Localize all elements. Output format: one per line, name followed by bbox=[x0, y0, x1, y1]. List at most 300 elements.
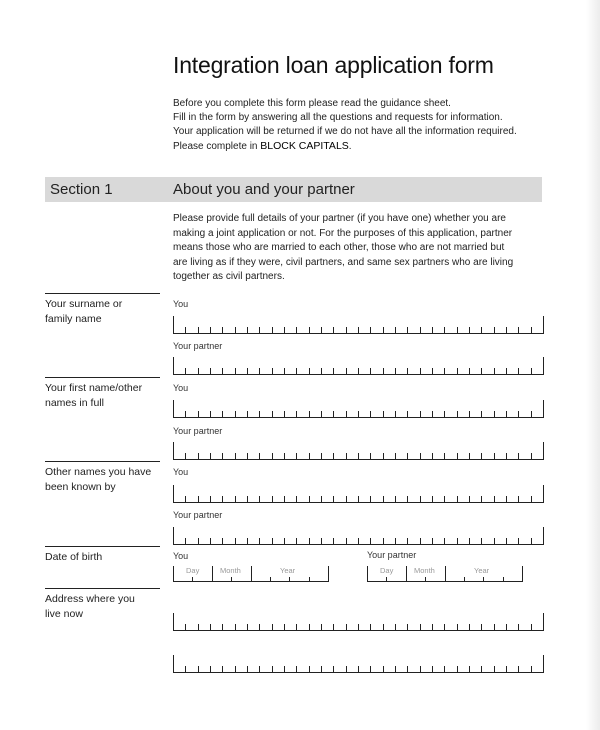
comb-tick bbox=[284, 624, 285, 631]
comb-tick bbox=[518, 666, 519, 673]
comb-tick bbox=[383, 538, 384, 545]
intro-last-prefix: Please complete in bbox=[173, 141, 261, 152]
comb-tick bbox=[395, 624, 396, 631]
comb-tick bbox=[481, 411, 482, 418]
comb-tick bbox=[420, 624, 421, 631]
comb-tick bbox=[543, 527, 544, 545]
date-tick bbox=[289, 577, 290, 582]
date-tick bbox=[173, 566, 174, 582]
comb-tick bbox=[506, 538, 507, 545]
date-tick bbox=[192, 577, 193, 582]
comb-tick bbox=[346, 538, 347, 545]
comb-tick bbox=[432, 624, 433, 631]
section-title: About you and your partner bbox=[173, 181, 355, 198]
comb-tick bbox=[457, 327, 458, 334]
comb-tick bbox=[247, 368, 248, 375]
comb-tick bbox=[210, 496, 211, 503]
comb-tick bbox=[198, 538, 199, 545]
comb-tick bbox=[395, 411, 396, 418]
intro-line: Your application will be returned if we do not have all the information required. bbox=[173, 126, 517, 137]
comb-tick bbox=[407, 624, 408, 631]
comb-tick bbox=[284, 666, 285, 673]
comb-tick bbox=[358, 411, 359, 418]
comb-tick bbox=[198, 496, 199, 503]
comb-tick bbox=[506, 368, 507, 375]
comb-tick bbox=[444, 496, 445, 503]
comb-tick bbox=[173, 316, 174, 334]
comb-tick bbox=[395, 368, 396, 375]
comb-tick bbox=[469, 624, 470, 631]
comb-tick bbox=[235, 453, 236, 460]
year-hint: Year bbox=[280, 566, 296, 575]
description-line: means those who are married to each other, those who are not married but bbox=[173, 242, 505, 253]
comb-tick bbox=[518, 496, 519, 503]
comb-tick bbox=[506, 624, 507, 631]
comb-tick bbox=[531, 496, 532, 503]
comb-tick bbox=[407, 453, 408, 460]
comb-tick bbox=[494, 453, 495, 460]
section-number: Section 1 bbox=[50, 181, 113, 198]
comb-tick bbox=[321, 411, 322, 418]
comb-tick bbox=[173, 613, 174, 631]
comb-tick bbox=[358, 453, 359, 460]
comb-tick bbox=[321, 368, 322, 375]
description-line: making a joint application or not. For the purposes of this application, partner bbox=[173, 227, 513, 239]
comb-tick bbox=[247, 496, 248, 503]
address-label bbox=[45, 592, 165, 621]
comb-tick bbox=[432, 666, 433, 673]
comb-tick bbox=[469, 666, 470, 673]
comb-tick bbox=[346, 368, 347, 375]
comb-tick bbox=[370, 453, 371, 460]
date-tick bbox=[522, 566, 523, 582]
you-label: You bbox=[173, 467, 189, 477]
comb-tick bbox=[469, 327, 470, 334]
dob-partner-input[interactable] bbox=[367, 566, 522, 582]
comb-tick bbox=[284, 327, 285, 334]
comb-tick bbox=[481, 496, 482, 503]
comb-tick bbox=[185, 368, 186, 375]
date-tick bbox=[328, 566, 329, 582]
day-hint: Day bbox=[186, 566, 200, 575]
first-name-label bbox=[45, 381, 165, 410]
comb-tick bbox=[358, 368, 359, 375]
date-tick bbox=[406, 566, 407, 582]
address-line-1-input[interactable] bbox=[173, 613, 543, 631]
comb-tick bbox=[333, 368, 334, 375]
date-tick bbox=[483, 577, 484, 582]
comb-tick bbox=[506, 411, 507, 418]
comb-tick bbox=[358, 624, 359, 631]
comb-tick bbox=[444, 368, 445, 375]
comb-tick bbox=[259, 624, 260, 631]
comb-tick bbox=[346, 453, 347, 460]
comb-tick bbox=[222, 666, 223, 673]
comb-tick bbox=[222, 411, 223, 418]
comb-tick bbox=[506, 496, 507, 503]
comb-tick bbox=[309, 368, 310, 375]
comb-tick bbox=[420, 666, 421, 673]
comb-tick bbox=[346, 411, 347, 418]
first-name-partner-input[interactable] bbox=[173, 442, 543, 460]
you-label: You bbox=[173, 551, 189, 561]
comb-tick bbox=[543, 442, 544, 460]
comb-tick bbox=[407, 496, 408, 503]
label-line: family name bbox=[45, 312, 102, 325]
comb-tick bbox=[235, 327, 236, 334]
comb-tick bbox=[543, 655, 544, 673]
first-name-you-input[interactable] bbox=[173, 400, 543, 418]
comb-tick bbox=[395, 453, 396, 460]
comb-tick bbox=[247, 327, 248, 334]
comb-tick bbox=[272, 411, 273, 418]
dob-you-input[interactable] bbox=[173, 566, 328, 582]
comb-tick bbox=[469, 496, 470, 503]
label-line: Other names you have bbox=[45, 466, 152, 478]
comb-tick bbox=[383, 453, 384, 460]
comb-tick bbox=[506, 666, 507, 673]
comb-tick bbox=[481, 538, 482, 545]
comb-tick bbox=[247, 453, 248, 460]
comb-tick bbox=[222, 538, 223, 545]
comb-tick bbox=[333, 666, 334, 673]
divider bbox=[45, 461, 160, 462]
comb-tick bbox=[309, 327, 310, 334]
comb-tick bbox=[531, 666, 532, 673]
comb-tick bbox=[543, 316, 544, 334]
date-tick bbox=[425, 577, 426, 582]
comb-tick bbox=[309, 538, 310, 545]
comb-tick bbox=[432, 453, 433, 460]
comb-tick bbox=[247, 538, 248, 545]
comb-tick bbox=[296, 538, 297, 545]
comb-tick bbox=[272, 624, 273, 631]
comb-tick bbox=[296, 496, 297, 503]
section-description bbox=[173, 212, 543, 285]
partner-label: Your partner bbox=[173, 510, 223, 520]
comb-tick bbox=[259, 368, 260, 375]
comb-tick bbox=[247, 411, 248, 418]
comb-tick bbox=[469, 453, 470, 460]
comb-tick bbox=[321, 538, 322, 545]
dob-label: Date of birth bbox=[45, 551, 103, 563]
comb-tick bbox=[173, 485, 174, 503]
divider bbox=[45, 293, 160, 294]
comb-tick bbox=[309, 411, 310, 418]
comb-tick bbox=[185, 453, 186, 460]
comb-tick bbox=[481, 327, 482, 334]
month-hint: Month bbox=[220, 566, 241, 575]
comb-tick bbox=[284, 453, 285, 460]
comb-tick bbox=[222, 327, 223, 334]
comb-tick bbox=[469, 411, 470, 418]
date-tick bbox=[367, 566, 368, 582]
comb-tick bbox=[198, 411, 199, 418]
comb-tick bbox=[173, 400, 174, 418]
comb-tick bbox=[420, 496, 421, 503]
comb-tick bbox=[494, 624, 495, 631]
partner-label: Your partner bbox=[367, 550, 417, 560]
comb-tick bbox=[407, 666, 408, 673]
comb-tick bbox=[333, 453, 334, 460]
comb-tick bbox=[518, 411, 519, 418]
comb-tick bbox=[272, 666, 273, 673]
comb-tick bbox=[383, 624, 384, 631]
comb-tick bbox=[272, 327, 273, 334]
comb-tick bbox=[481, 368, 482, 375]
label-line: Your surname or bbox=[45, 298, 123, 310]
comb-tick bbox=[407, 411, 408, 418]
other-names-you-input[interactable] bbox=[173, 485, 543, 503]
comb-tick bbox=[185, 327, 186, 334]
comb-tick bbox=[259, 411, 260, 418]
comb-tick bbox=[296, 327, 297, 334]
comb-tick bbox=[543, 485, 544, 503]
comb-tick bbox=[346, 666, 347, 673]
comb-tick bbox=[321, 496, 322, 503]
comb-tick bbox=[259, 327, 260, 334]
comb-tick bbox=[370, 327, 371, 334]
comb-tick bbox=[185, 496, 186, 503]
comb-tick bbox=[383, 666, 384, 673]
other-names-partner-input[interactable] bbox=[173, 527, 543, 545]
comb-tick bbox=[296, 368, 297, 375]
comb-tick bbox=[531, 368, 532, 375]
comb-tick bbox=[185, 538, 186, 545]
comb-tick bbox=[457, 666, 458, 673]
comb-tick bbox=[407, 538, 408, 545]
divider bbox=[45, 377, 160, 378]
comb-tick bbox=[358, 538, 359, 545]
comb-tick bbox=[358, 666, 359, 673]
comb-tick bbox=[432, 327, 433, 334]
comb-tick bbox=[235, 496, 236, 503]
section-header-bar bbox=[45, 177, 542, 202]
comb-tick bbox=[284, 538, 285, 545]
date-tick bbox=[251, 566, 252, 582]
comb-tick bbox=[481, 624, 482, 631]
comb-tick bbox=[420, 538, 421, 545]
comb-tick bbox=[469, 538, 470, 545]
comb-tick bbox=[346, 327, 347, 334]
date-tick bbox=[309, 577, 310, 582]
comb-tick bbox=[309, 624, 310, 631]
comb-tick bbox=[395, 327, 396, 334]
comb-tick bbox=[235, 624, 236, 631]
comb-tick bbox=[370, 496, 371, 503]
comb-tick bbox=[420, 411, 421, 418]
date-tick bbox=[231, 577, 232, 582]
comb-tick bbox=[395, 496, 396, 503]
date-tick bbox=[503, 577, 504, 582]
comb-tick bbox=[210, 666, 211, 673]
comb-tick bbox=[247, 624, 248, 631]
comb-tick bbox=[272, 368, 273, 375]
comb-tick bbox=[222, 368, 223, 375]
date-tick bbox=[270, 577, 271, 582]
comb-tick bbox=[518, 327, 519, 334]
comb-tick bbox=[432, 496, 433, 503]
comb-tick bbox=[407, 327, 408, 334]
comb-tick bbox=[358, 496, 359, 503]
comb-tick bbox=[333, 538, 334, 545]
comb-tick bbox=[235, 368, 236, 375]
comb-tick bbox=[259, 453, 260, 460]
comb-tick bbox=[518, 453, 519, 460]
comb-tick bbox=[321, 327, 322, 334]
year-hint: Year bbox=[474, 566, 490, 575]
comb-tick bbox=[358, 327, 359, 334]
comb-tick bbox=[370, 368, 371, 375]
comb-tick bbox=[432, 538, 433, 545]
comb-tick bbox=[444, 538, 445, 545]
comb-tick bbox=[333, 411, 334, 418]
comb-tick bbox=[296, 624, 297, 631]
comb-tick bbox=[444, 327, 445, 334]
divider bbox=[45, 546, 160, 547]
comb-tick bbox=[259, 538, 260, 545]
comb-tick bbox=[185, 624, 186, 631]
comb-tick bbox=[457, 538, 458, 545]
comb-tick bbox=[531, 538, 532, 545]
comb-tick bbox=[370, 666, 371, 673]
comb-tick bbox=[309, 666, 310, 673]
comb-tick bbox=[173, 527, 174, 545]
comb-tick bbox=[321, 453, 322, 460]
comb-tick bbox=[432, 368, 433, 375]
comb-tick bbox=[444, 453, 445, 460]
comb-tick bbox=[420, 327, 421, 334]
comb-tick bbox=[222, 624, 223, 631]
comb-tick bbox=[518, 624, 519, 631]
intro-line: Fill in the form by answering all the questions and requests for information. bbox=[173, 112, 503, 123]
label-line: names in full bbox=[45, 396, 104, 409]
comb-tick bbox=[272, 538, 273, 545]
intro-line bbox=[173, 139, 553, 154]
comb-tick bbox=[296, 453, 297, 460]
comb-tick bbox=[506, 327, 507, 334]
comb-tick bbox=[494, 666, 495, 673]
date-tick bbox=[212, 566, 213, 582]
surname-you-input[interactable] bbox=[173, 316, 543, 334]
comb-tick bbox=[469, 368, 470, 375]
comb-tick bbox=[420, 453, 421, 460]
date-tick bbox=[445, 566, 446, 582]
intro-line: Before you complete this form please read the guidance sheet. bbox=[173, 98, 451, 109]
label-line: Your first name/other bbox=[45, 382, 143, 394]
comb-tick bbox=[333, 496, 334, 503]
description-line: Please provide full details of your partner (if you have one) whether you are bbox=[173, 213, 506, 224]
partner-label: Your partner bbox=[173, 426, 223, 436]
comb-tick bbox=[494, 496, 495, 503]
comb-tick bbox=[543, 357, 544, 375]
label-line: live now bbox=[45, 607, 83, 620]
comb-tick bbox=[284, 368, 285, 375]
comb-tick bbox=[531, 411, 532, 418]
comb-tick bbox=[210, 327, 211, 334]
comb-tick bbox=[481, 666, 482, 673]
comb-tick bbox=[173, 357, 174, 375]
comb-tick bbox=[444, 624, 445, 631]
comb-tick bbox=[346, 496, 347, 503]
day-hint: Day bbox=[380, 566, 394, 575]
comb-tick bbox=[531, 453, 532, 460]
comb-tick bbox=[198, 327, 199, 334]
surname-label bbox=[45, 297, 165, 326]
comb-tick bbox=[210, 411, 211, 418]
comb-tick bbox=[259, 496, 260, 503]
address-line-2-input[interactable] bbox=[173, 655, 543, 673]
comb-tick bbox=[321, 666, 322, 673]
comb-tick bbox=[383, 411, 384, 418]
comb-tick bbox=[272, 496, 273, 503]
comb-tick bbox=[370, 538, 371, 545]
comb-tick bbox=[531, 624, 532, 631]
comb-tick bbox=[481, 453, 482, 460]
intro-last-suffix: . bbox=[348, 141, 352, 152]
comb-tick bbox=[444, 411, 445, 418]
comb-tick bbox=[333, 624, 334, 631]
you-label: You bbox=[173, 383, 189, 393]
comb-tick bbox=[395, 666, 396, 673]
comb-tick bbox=[210, 538, 211, 545]
comb-tick bbox=[506, 453, 507, 460]
comb-tick bbox=[272, 453, 273, 460]
comb-tick bbox=[210, 624, 211, 631]
comb-tick bbox=[370, 411, 371, 418]
divider bbox=[45, 588, 160, 589]
comb-tick bbox=[383, 327, 384, 334]
comb-tick bbox=[383, 368, 384, 375]
comb-tick bbox=[494, 368, 495, 375]
comb-tick bbox=[222, 496, 223, 503]
comb-tick bbox=[185, 666, 186, 673]
other-names-label bbox=[45, 465, 165, 494]
comb-tick bbox=[457, 624, 458, 631]
comb-tick bbox=[210, 453, 211, 460]
comb-tick bbox=[383, 496, 384, 503]
comb-tick bbox=[284, 496, 285, 503]
comb-tick bbox=[457, 496, 458, 503]
description-line: together as civil partners. bbox=[173, 271, 285, 282]
comb-tick bbox=[235, 411, 236, 418]
comb-tick bbox=[321, 624, 322, 631]
comb-tick bbox=[222, 453, 223, 460]
date-tick bbox=[386, 577, 387, 582]
comb-tick bbox=[235, 666, 236, 673]
comb-tick bbox=[457, 453, 458, 460]
you-label: You bbox=[173, 299, 189, 309]
comb-tick bbox=[284, 411, 285, 418]
comb-tick bbox=[309, 453, 310, 460]
comb-tick bbox=[407, 368, 408, 375]
comb-tick bbox=[346, 624, 347, 631]
comb-tick bbox=[333, 327, 334, 334]
comb-tick bbox=[531, 327, 532, 334]
comb-tick bbox=[259, 666, 260, 673]
comb-tick bbox=[247, 666, 248, 673]
comb-tick bbox=[198, 453, 199, 460]
label-line: Address where you bbox=[45, 593, 135, 605]
surname-partner-input[interactable] bbox=[173, 357, 543, 375]
comb-tick bbox=[210, 368, 211, 375]
comb-tick bbox=[185, 411, 186, 418]
comb-tick bbox=[420, 368, 421, 375]
partner-label: Your partner bbox=[173, 341, 223, 351]
comb-tick bbox=[518, 368, 519, 375]
comb-tick bbox=[494, 538, 495, 545]
description-line: are living as if they were, civil partners, and same sex partners who are living bbox=[173, 256, 514, 268]
